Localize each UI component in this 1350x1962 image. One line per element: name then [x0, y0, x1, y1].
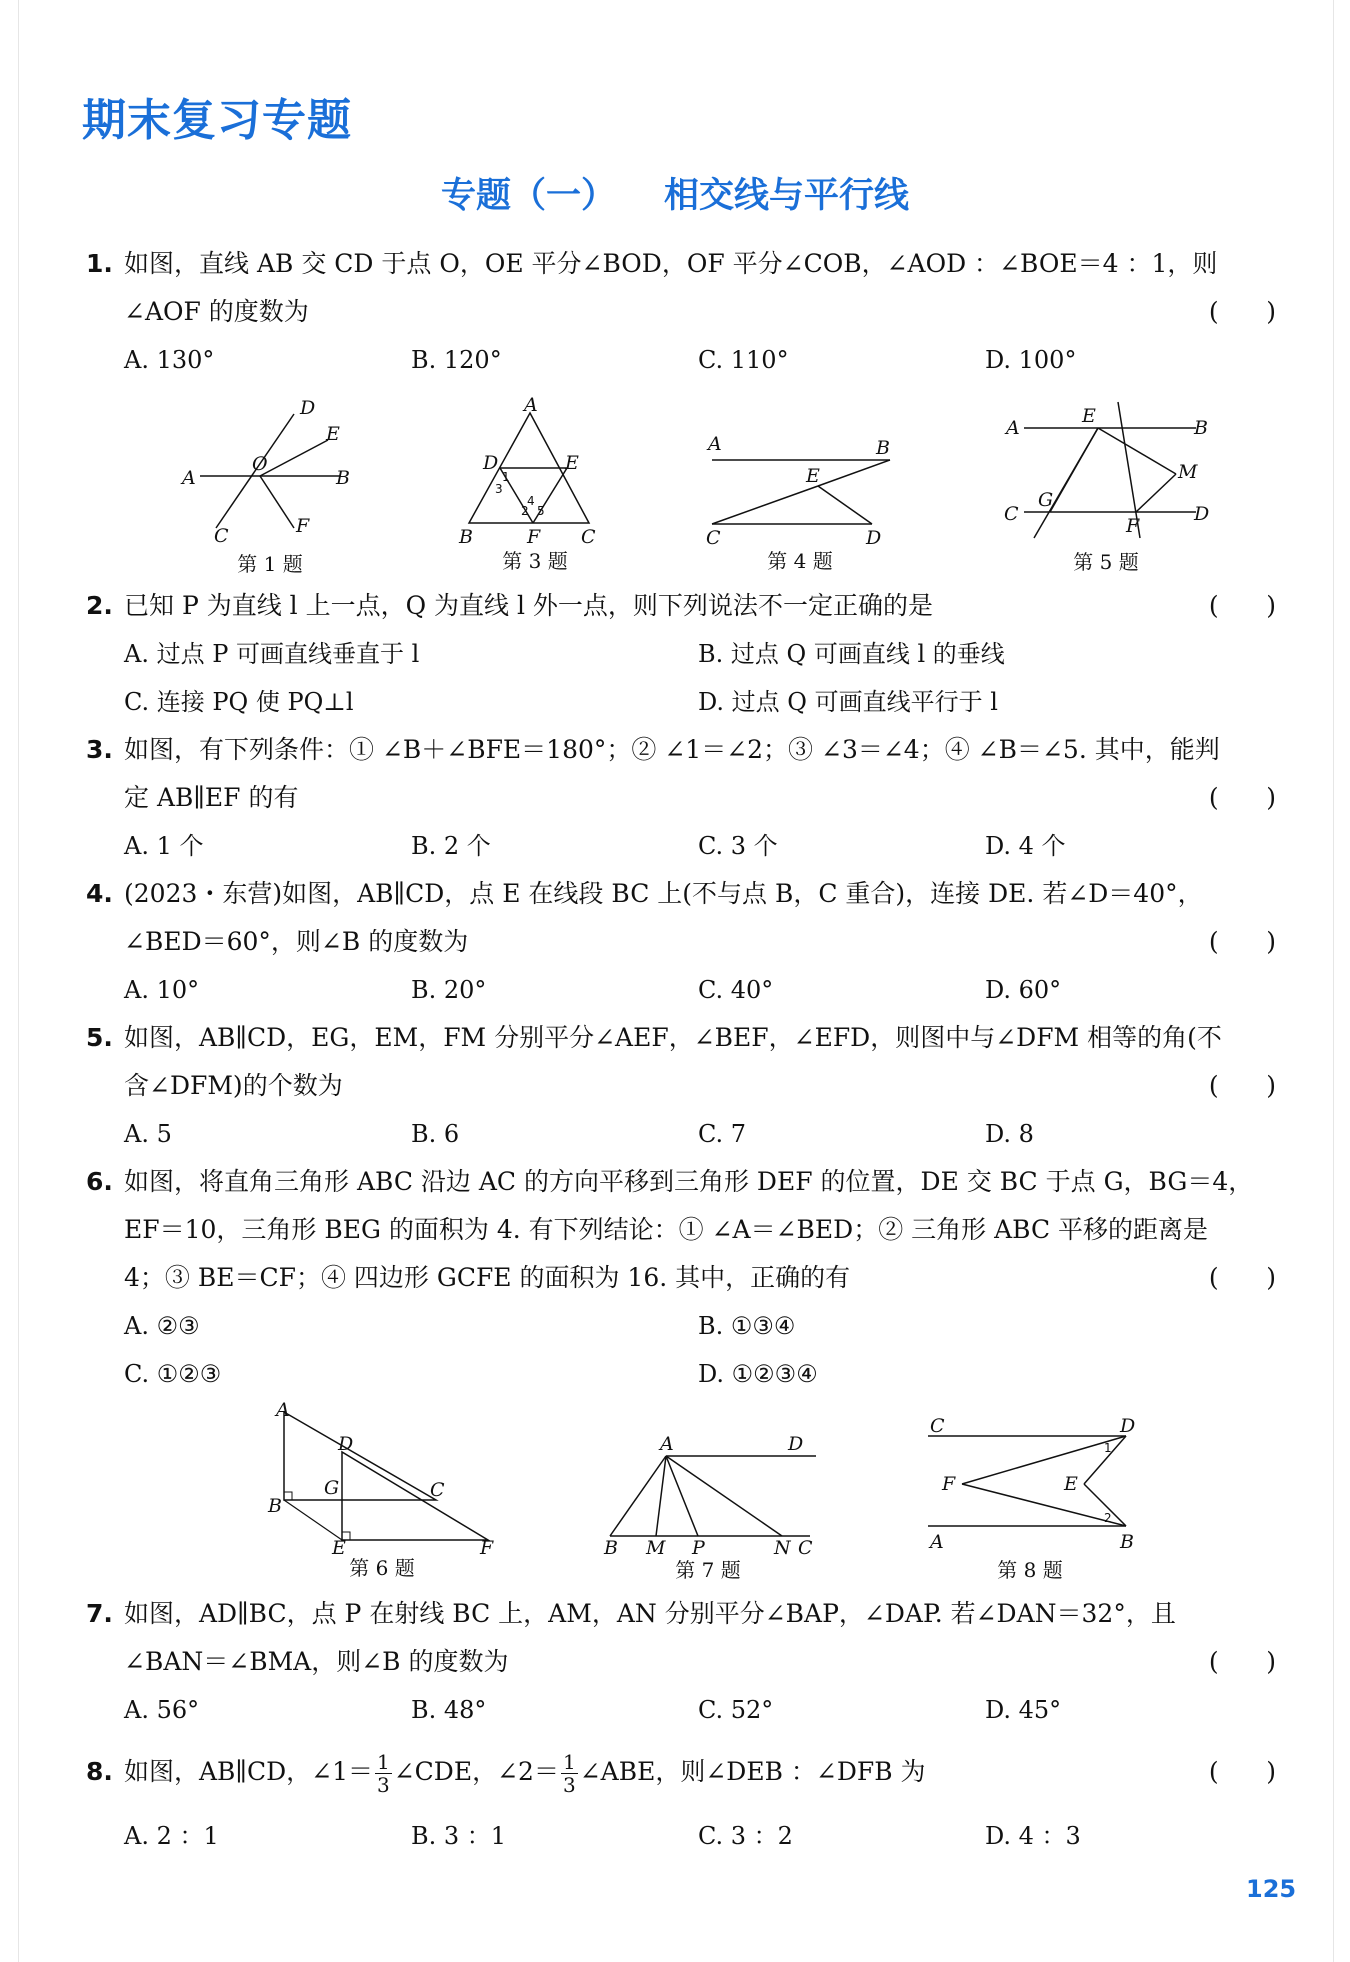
option-a: A. 1 个: [124, 832, 204, 860]
question-text: EF＝10，三角形 BEG 的面积为 4. 有下列结论：① ∠A＝∠BED；② 三角形 ABC 平移的距离是: [124, 1215, 1209, 1244]
topic-number: 专题（一）: [440, 176, 616, 216]
question-4: [86, 870, 1276, 1010]
label-A: A: [276, 1399, 290, 1421]
label-G: G: [1038, 489, 1054, 511]
question-text-part: 如图，AB∥CD，∠1＝: [124, 1757, 373, 1786]
question-number: 2.: [86, 591, 113, 620]
option-d: D. 过点 Q 可画直线平行于 l: [698, 688, 998, 716]
option-d: D. 45°: [985, 1696, 1062, 1724]
answer-bracket: ( ): [1208, 1263, 1276, 1292]
question-1: [86, 240, 1276, 380]
angle-2: 2: [1104, 1511, 1112, 1525]
figure-caption: 第 7 题: [675, 1558, 741, 1582]
section-header: 期末复习专题: [82, 95, 352, 146]
question-text: 如图，AB∥CD，EG，EM，FM 分别平分∠AEF，∠BEF，∠EFD，则图中与∠DFM 相等的角(不: [124, 1023, 1222, 1052]
question-number: 5.: [86, 1023, 113, 1052]
option-b: B. 120°: [411, 346, 502, 374]
question-number: 8.: [86, 1757, 113, 1786]
label-A: A: [708, 433, 722, 455]
option-c: C. 连接 PQ 使 PQ⊥l: [124, 688, 354, 716]
question-text: 定 AB∥EF 的有: [124, 783, 299, 812]
fraction-numerator: 1: [562, 1750, 576, 1774]
figure-5: [1000, 398, 1220, 574]
question-text: 如图，有下列条件：① ∠B＋∠BFE＝180°；② ∠1＝∠2；③ ∠3＝∠4；④ ∠B＝∠5. 其中，能判: [124, 735, 1220, 764]
label-B: B: [268, 1495, 282, 1517]
option-b: B. ①③④: [698, 1312, 796, 1340]
figure-caption: 第 8 题: [997, 1558, 1063, 1582]
label-C: C: [581, 526, 596, 548]
label-B: B: [876, 437, 890, 459]
figure-1: [180, 397, 360, 576]
question-6: [86, 1158, 1276, 1398]
question-text: ∠AOF 的度数为: [124, 297, 309, 326]
label-F: F: [480, 1537, 494, 1559]
option-d: D. 60°: [985, 976, 1062, 1004]
answer-bracket: ( ): [1208, 297, 1276, 326]
topic-name: 相交线与平行线: [664, 176, 910, 216]
label-C: C: [1004, 503, 1019, 525]
label-F: F: [296, 515, 310, 537]
question-number: 3.: [86, 735, 113, 764]
option-a: A. 5: [124, 1120, 172, 1148]
question-number: 7.: [86, 1599, 113, 1628]
question-2: [86, 582, 1276, 722]
option-c: C. 3 个: [698, 832, 778, 860]
question-7: [86, 1590, 1276, 1730]
question-8: [86, 1748, 1276, 1878]
label-A: A: [660, 1433, 674, 1455]
figure-4-diagram: [700, 430, 900, 550]
figure-caption: 第 1 题: [237, 552, 303, 576]
label-D: D: [1120, 1415, 1136, 1437]
label-E: E: [1064, 1473, 1078, 1495]
answer-bracket: ( ): [1208, 1071, 1276, 1100]
angle-5: 5: [537, 504, 545, 518]
question-text: 如图，将直角三角形 ABC 沿边 AC 的方向平移到三角形 DEF 的位置，DE 交 BC 于点 G，BG＝4，: [124, 1167, 1254, 1196]
label-D: D: [338, 1433, 354, 1455]
question-text-part: ∠CDE，∠2＝: [393, 1757, 559, 1786]
question-text-part: ∠ABE，则∠DEB ：∠DFB 为: [579, 1757, 926, 1786]
fraction: [375, 1751, 392, 1796]
figure-8-diagram: [920, 1412, 1140, 1554]
label-A: A: [524, 394, 538, 416]
angle-1: 1: [1104, 1441, 1112, 1455]
option-b: B. 过点 Q 可画直线 l 的垂线: [698, 640, 1005, 668]
answer-bracket: ( ): [1208, 1647, 1276, 1676]
label-E: E: [326, 423, 340, 445]
option-c: C. 3 ：2: [698, 1822, 793, 1850]
question-number: 1.: [86, 249, 113, 278]
label-E: E: [1082, 405, 1096, 427]
label-E: E: [332, 1537, 346, 1559]
label-A: A: [930, 1531, 944, 1553]
label-O: O: [252, 453, 268, 475]
question-5: [86, 1014, 1276, 1154]
figure-8: [920, 1412, 1140, 1582]
label-B: B: [1120, 1531, 1134, 1553]
option-c: C. ①②③: [124, 1360, 222, 1388]
label-B: B: [604, 1537, 618, 1559]
option-c: C. 40°: [698, 976, 774, 1004]
option-b: B. 48°: [411, 1696, 487, 1724]
option-d: D. 4 个: [985, 832, 1066, 860]
label-M: M: [646, 1537, 666, 1559]
label-M: M: [1178, 461, 1198, 483]
angle-4: 4: [527, 494, 535, 508]
label-D: D: [1194, 503, 1210, 525]
option-a: A. 130°: [124, 346, 215, 374]
option-a: A. 2 ：1: [124, 1822, 219, 1850]
option-b: B. 2 个: [411, 832, 491, 860]
figure-caption: 第 6 题: [349, 1556, 415, 1580]
option-c: C. 52°: [698, 1696, 774, 1724]
label-P: P: [692, 1537, 705, 1559]
label-D: D: [483, 452, 499, 474]
question-number: 4.: [86, 879, 113, 908]
figure-6-diagram: [262, 1399, 502, 1559]
fraction-denominator: 3: [377, 1773, 390, 1797]
figure-5-diagram: [1000, 398, 1220, 548]
question-text: (2023・东营)如图，AB∥CD，点 E 在线段 BC 上(不与点 B，C 重合)，连接 DE. 若∠D＝40°，: [124, 879, 1203, 908]
figure-7-diagram: [600, 1432, 820, 1559]
option-c: C. 110°: [698, 346, 789, 374]
label-B: B: [336, 467, 350, 489]
question-text: ∠BAN＝∠BMA，则∠B 的度数为: [124, 1647, 509, 1676]
figure-3: [455, 394, 615, 573]
label-C: C: [706, 527, 721, 549]
label-A: A: [182, 467, 196, 489]
option-a: A. 56°: [124, 1696, 200, 1724]
angle-3: 3: [495, 482, 503, 496]
option-c: C. 7: [698, 1120, 747, 1148]
question-3: [86, 726, 1276, 866]
label-G: G: [324, 1477, 340, 1499]
option-d: D. 4 ：3: [985, 1822, 1081, 1850]
label-D: D: [866, 527, 882, 549]
option-a: A. 过点 P 可画直线垂直于 l: [124, 640, 420, 668]
option-a: A. ②③: [124, 1312, 200, 1340]
angle-1: 1: [502, 470, 510, 484]
question-text: 已知 P 为直线 l 上一点，Q 为直线 l 外一点，则下列说法不一定正确的是: [124, 591, 933, 620]
question-text: 4；③ BE＝CF；④ 四边形 GCFE 的面积为 16. 其中，正确的有: [124, 1263, 851, 1292]
figure-6: [262, 1399, 502, 1580]
figure-1-diagram: [180, 397, 360, 547]
label-D: D: [300, 397, 316, 419]
label-E: E: [806, 465, 820, 487]
fraction: [561, 1751, 578, 1796]
label-F: F: [1126, 515, 1140, 537]
label-D: D: [788, 1433, 804, 1455]
option-b: B. 3 ：1: [411, 1822, 507, 1850]
question-text: 含∠DFM)的个数为: [124, 1071, 343, 1100]
option-a: A. 10°: [124, 976, 200, 1004]
label-F: F: [527, 526, 541, 548]
figure-3-diagram: [455, 394, 615, 548]
question-text: [124, 1748, 926, 1796]
fraction-numerator: 1: [377, 1750, 390, 1774]
answer-bracket: ( ): [1208, 783, 1276, 812]
option-b: B. 20°: [411, 976, 487, 1004]
option-d: D. 100°: [985, 346, 1077, 374]
label-A: A: [1006, 417, 1020, 439]
option-d: D. 8: [985, 1120, 1034, 1148]
question-text: 如图，AD∥BC，点 P 在射线 BC 上，AM，AN 分别平分∠BAP，∠DAP. 若∠DAN＝32°，且: [124, 1599, 1176, 1628]
answer-bracket: ( ): [1208, 927, 1276, 956]
fraction-denominator: 3: [562, 1773, 576, 1797]
option-d: D. ①②③④: [698, 1360, 818, 1388]
option-b: B. 6: [411, 1120, 460, 1148]
figure-caption: 第 3 题: [502, 549, 568, 573]
label-C: C: [430, 1479, 445, 1501]
figure-7: [600, 1432, 820, 1582]
label-E: E: [565, 452, 579, 474]
label-B: B: [459, 526, 473, 548]
answer-bracket: ( ): [1208, 1757, 1276, 1786]
label-N: N: [774, 1537, 791, 1559]
figure-4: [700, 430, 900, 573]
angle-2: 2: [521, 504, 529, 518]
label-C: C: [798, 1537, 813, 1559]
question-text: ∠BED＝60°，则∠B 的度数为: [124, 927, 469, 956]
question-text: 如图，直线 AB 交 CD 于点 O，OE 平分∠BOD，OF 平分∠COB，∠AOD ：∠BOE＝4 ：1，则: [124, 249, 1218, 278]
page-number: 125: [1246, 1875, 1297, 1903]
answer-bracket: ( ): [1208, 591, 1276, 620]
figure-caption: 第 4 题: [767, 549, 833, 573]
label-C: C: [214, 525, 229, 547]
topic-title: [0, 168, 1350, 218]
figure-caption: 第 5 题: [1073, 550, 1139, 574]
question-number: 6.: [86, 1167, 113, 1196]
label-B: B: [1194, 417, 1208, 439]
label-C: C: [930, 1415, 945, 1437]
label-F: F: [942, 1473, 956, 1495]
